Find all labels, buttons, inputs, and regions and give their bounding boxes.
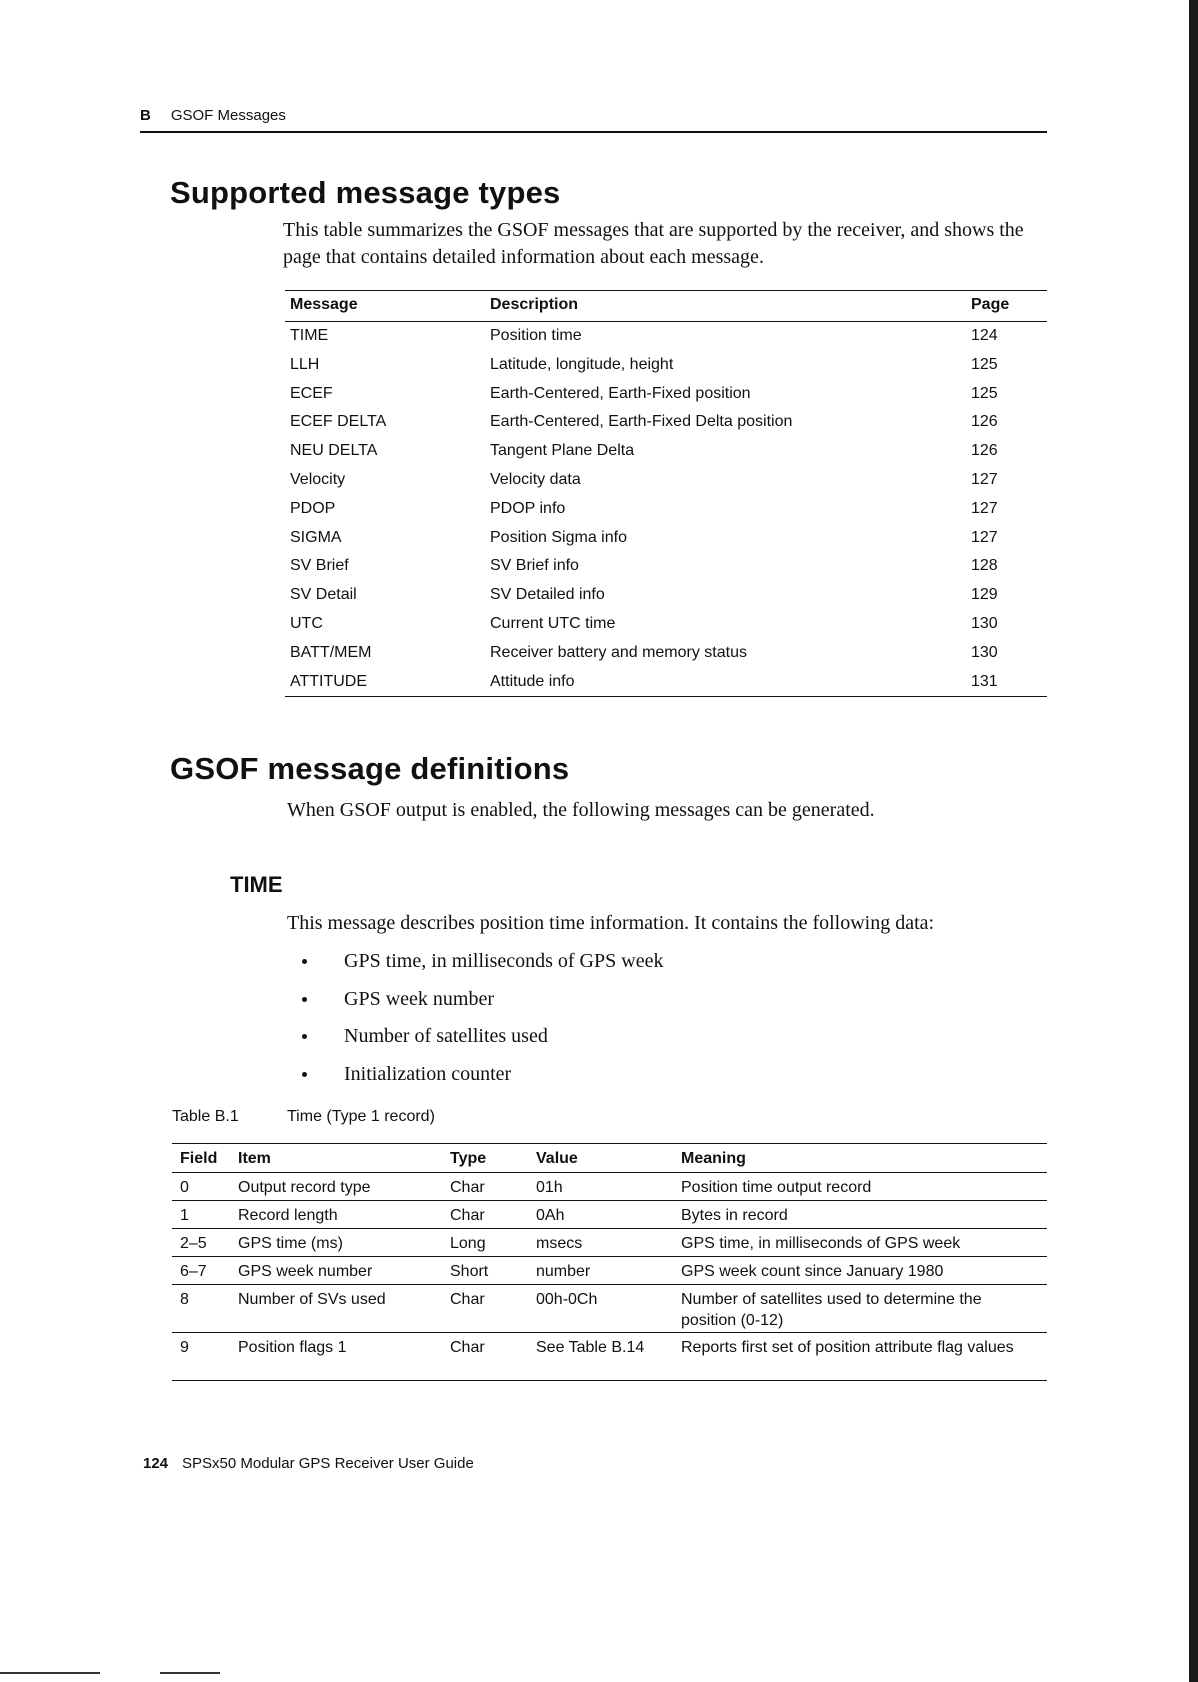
table-row [172,1173,1047,1201]
scan-mark [0,1672,100,1674]
cell-meaning: Position time output record [681,1179,872,1196]
table-row [172,1257,1047,1285]
cell-meaning: Reports first set of position attribute flag values [681,1339,1014,1356]
cell-field: 2–5 [180,1235,207,1252]
table-body [285,322,1047,696]
running-header [140,107,286,124]
cell-message: LLH [290,355,320,373]
cell-message: UTC [290,614,323,632]
cell-message: SV Brief [290,557,349,575]
chapter-title: GSOF Messages [170,107,286,124]
table-row [172,1229,1047,1257]
definitions-intro: When GSOF output is enabled, the following messages can be generated. [287,799,875,821]
cell-page: 129 [971,586,998,604]
cell-message: PDOP [290,499,336,517]
cell-item: Number of SVs used [238,1291,386,1308]
cell-field: 0 [180,1179,189,1196]
cell-value: 0Ah [536,1207,565,1224]
table-row [285,495,1047,524]
time-bullet-list [300,947,663,1097]
cell-type: Long [450,1235,486,1252]
cell-field: 6–7 [180,1263,207,1280]
time-intro: This message describes position time information. It contains the following data: [287,912,935,934]
cell-type: Char [450,1179,485,1196]
cell-message: TIME [290,327,329,344]
header-item: Item [238,1150,271,1167]
table-row [285,437,1047,466]
cell-description: Position time [490,327,582,344]
cell-page: 127 [971,499,998,517]
bullet-dot-icon [302,1034,307,1039]
cell-message: SV Detail [290,586,357,604]
cell-type: Char [450,1207,485,1224]
scan-mark [160,1672,220,1674]
bullet-text: GPS week number [344,987,494,1010]
cell-type: Char [450,1291,485,1308]
cell-value: 00h-0Ch [536,1291,598,1308]
cell-page: 125 [971,384,998,402]
cell-page: 131 [971,672,998,690]
cell-meaning: Bytes in record [681,1207,788,1224]
table-bottom-rule [285,696,1047,697]
cell-description: Receiver battery and memory status [490,643,747,661]
section-title-supported: Supported message types [170,175,561,210]
supported-intro: This table summarizes the GSOF messages that are supported by the receiver, and shows the page that contains detailed information about each message. [283,219,1024,268]
page-footer [143,1455,474,1472]
table-row [172,1285,1047,1333]
scan-edge-shadow [1189,0,1198,1682]
cell-value: msecs [536,1235,583,1252]
time-record-table [172,1143,1047,1381]
bullet-text: Number of satellites used [344,1025,548,1047]
cell-page: 128 [971,557,998,575]
footer-title: SPSx50 Modular GPS Receiver User Guide [182,1455,474,1472]
table-row [172,1201,1047,1229]
cell-item: Output record type [238,1179,371,1196]
table-row [285,639,1047,668]
cell-description: Earth-Centered, Earth-Fixed position [490,384,751,402]
cell-message: Velocity [290,470,346,488]
table-row [285,610,1047,639]
cell-page: 127 [971,528,998,546]
bullet-text: GPS time, in milliseconds of GPS week [344,950,664,972]
table-row [285,581,1047,610]
cell-type: Char [450,1339,485,1356]
table-row [285,668,1047,697]
table-caption-number: Table B.1 [172,1108,239,1125]
cell-description: Latitude, longitude, height [490,355,674,373]
cell-description: Earth-Centered, Earth-Fixed Delta position [490,413,793,431]
cell-description: Tangent Plane Delta [490,442,635,460]
table-row [285,351,1047,380]
cell-page: 130 [971,643,998,661]
table-header [285,290,1047,322]
cell-description: Position Sigma info [490,528,627,546]
cell-page: 127 [971,470,998,488]
chapter-letter: B [140,107,151,124]
cell-value: number [536,1263,591,1280]
table-row [285,408,1047,437]
cell-item: GPS week number [238,1263,373,1280]
cell-description: SV Detailed info [490,586,605,604]
bullet-item [300,947,663,985]
header-description: Description [490,296,579,313]
cell-message: BATT/MEM [290,643,372,661]
header-field: Field [180,1150,218,1167]
cell-page: 125 [971,355,998,373]
cell-description: Current UTC time [490,614,616,632]
cell-message: NEU DELTA [290,442,378,460]
bullet-dot-icon [302,1072,307,1077]
bullet-item [300,1060,663,1098]
cell-field: 1 [180,1207,189,1224]
header-page: Page [971,296,1010,313]
bullet-dot-icon [302,997,307,1002]
cell-value: See Table B.14 [536,1339,645,1356]
bullet-text: Initialization counter [344,1062,512,1085]
table-row [285,322,1047,351]
header-value: Value [536,1150,578,1167]
cell-meaning: GPS week count since January 1980 [681,1263,944,1280]
bullet-item [300,985,663,1023]
cell-meaning: GPS time, in milliseconds of GPS week [681,1235,961,1252]
subsection-title-time: TIME [230,872,283,897]
bullet-item [300,1022,663,1060]
cell-message: ATTITUDE [290,672,368,690]
header-type: Type [450,1150,487,1167]
cell-page: 126 [971,442,998,460]
table-header [172,1143,1047,1173]
cell-page: 126 [971,413,998,431]
table-row [285,466,1047,495]
cell-type: Short [450,1263,489,1280]
supported-messages-table [285,290,1047,697]
table-row [285,524,1047,553]
cell-page: 130 [971,614,998,632]
table-row [285,380,1047,409]
table-body [172,1173,1047,1381]
header-message: Message [290,296,358,313]
header-meaning: Meaning [681,1150,746,1167]
table-row [285,552,1047,581]
cell-meaning: Number of satellites used to determine the position (0-12) [681,1291,982,1329]
cell-description: PDOP info [490,499,566,517]
cell-page: 124 [971,327,998,344]
cell-message: SIGMA [290,528,342,546]
table-caption-text: Time (Type 1 record) [287,1108,435,1125]
page-number: 124 [143,1455,169,1472]
cell-message: ECEF [290,384,333,402]
cell-item: Position flags 1 [238,1339,347,1356]
cell-item: GPS time (ms) [238,1235,343,1252]
cell-message: ECEF DELTA [290,413,387,431]
table-caption [172,1108,435,1126]
cell-value: 01h [536,1179,563,1196]
cell-field: 9 [180,1339,189,1356]
cell-description: SV Brief info [490,557,579,575]
cell-field: 8 [180,1291,189,1308]
cell-description: Attitude info [490,672,575,690]
cell-item: Record length [238,1207,338,1224]
bullet-dot-icon [302,959,307,964]
header-rule [140,131,1047,133]
section-title-definitions: GSOF message definitions [170,751,570,786]
table-row [172,1333,1047,1381]
cell-description: Velocity data [490,470,581,488]
